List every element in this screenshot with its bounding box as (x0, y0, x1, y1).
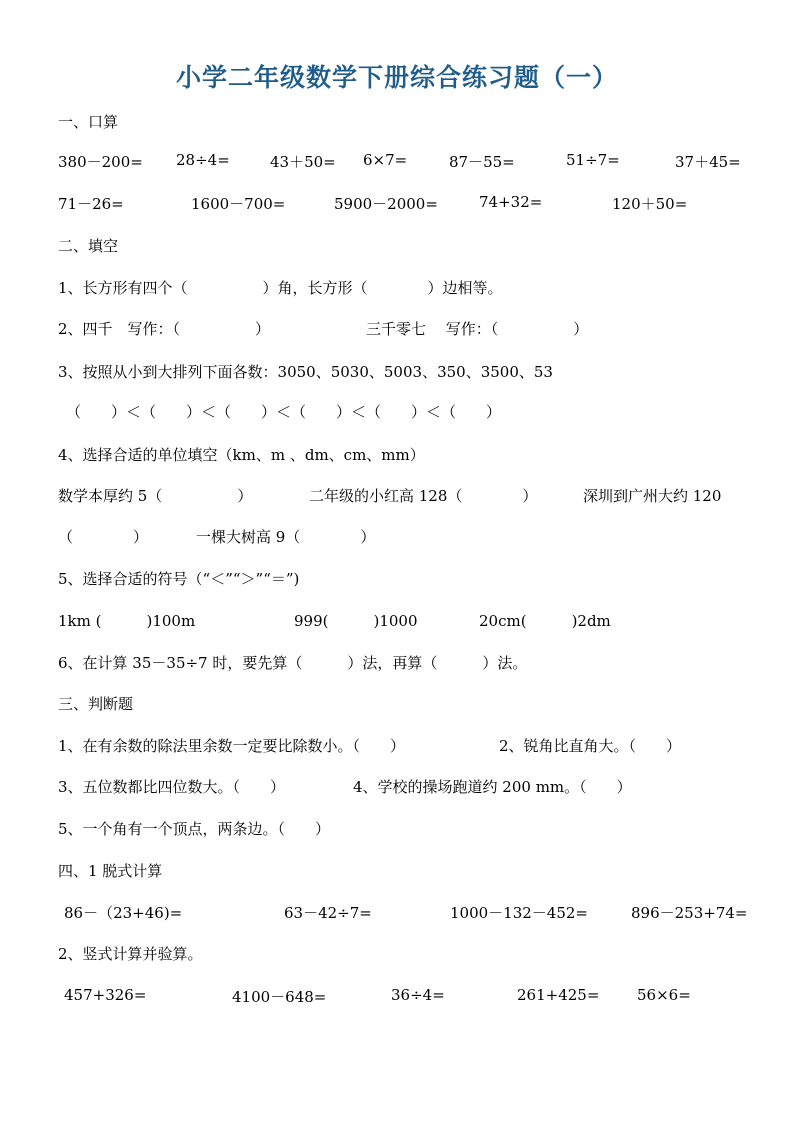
question-text: 20cm( )2dm (479, 612, 611, 630)
question-text: 4、选择合适的单位填空（km、m 、dm、cm、mm） (58, 446, 425, 464)
step-calc-row (0, 902, 794, 926)
question-text: 2、锐角比直角大。（ ） (499, 737, 682, 755)
vertical-calc-row (0, 986, 794, 1010)
vertical-calc-heading (0, 943, 794, 967)
question-text: 3、按照从小到大排列下面各数：3050、5030、5003、350、3500、53 (58, 363, 553, 381)
calc-item: 896－253+74= (631, 904, 748, 922)
question-text: 6、在计算 35－35÷7 时，要先算（ ）法，再算（ ）法。 (58, 654, 528, 672)
question-text: 5、一个角有一个顶点，两条边。（ ） (58, 820, 331, 838)
question-text: 一棵大树高 9（ ） (196, 528, 376, 546)
oral-calc-row-2 (0, 193, 794, 217)
oral-calc-item: 87－55= (449, 153, 515, 171)
fill-q3-blanks (0, 401, 794, 425)
section-heading: 一、口算 (58, 113, 119, 131)
section-heading-calc (0, 860, 794, 884)
oral-calc-item: 51÷7= (566, 151, 620, 169)
calc-item: 86－（23+46)= (64, 904, 183, 922)
fill-q3 (0, 361, 794, 385)
fill-q2 (0, 318, 794, 342)
question-text: 二年级的小红高 128（ ） (309, 487, 538, 505)
page-title: 小学二年级数学下册综合练习题（一） (175, 63, 618, 92)
question-text: 1km ( )100m (58, 612, 196, 630)
answer-blank: （ ） (58, 528, 149, 546)
oral-calc-item: 71－26= (58, 195, 124, 213)
fill-q5 (0, 568, 794, 592)
calc-item: 261+425= (517, 986, 600, 1004)
question-text: 数学本厚约 5（ ） (58, 487, 253, 505)
fill-q4-items-1 (0, 485, 794, 509)
judge-row-3 (0, 818, 794, 842)
calc-item: 457+326= (64, 986, 147, 1004)
section-heading-judge (0, 693, 794, 717)
question-text: 5、选择合适的符号（“＜”“＞”“＝”) (58, 570, 300, 588)
fill-q5-items (0, 610, 794, 634)
fill-q4 (0, 444, 794, 468)
question-text: 4、学校的操场跑道约 200 mm。（ ） (353, 778, 632, 796)
question-text: 3、五位数都比四位数大。（ ） (58, 778, 286, 796)
oral-calc-row-1 (0, 151, 794, 175)
fill-q4-items-2 (0, 526, 794, 550)
calc-item: 36÷4= (391, 986, 445, 1004)
question-text: 1、在有余数的除法里余数一定要比除数小。（ ） (58, 737, 406, 755)
question-text: 深圳到广州大约 120 (583, 487, 722, 505)
calc-item: 1000－132－452= (450, 904, 589, 922)
oral-calc-item: 380－200= (58, 153, 143, 171)
question-text: 2、四千 写作：（ ） (58, 320, 271, 338)
oral-calc-item: 28÷4= (176, 151, 230, 169)
section-heading: 四、1 脱式计算 (58, 862, 163, 880)
calc-item: 56×6= (637, 986, 691, 1004)
question-text: 999( )1000 (294, 612, 418, 630)
answer-blanks: （ ）＜（ ）＜（ ）＜（ ）＜（ ）＜（ ） (66, 403, 502, 421)
calc-item: 4100－648= (232, 988, 327, 1006)
sub-heading: 2、竖式计算并验算。 (58, 945, 203, 963)
section-heading-fill-blank (0, 235, 794, 259)
question-text: 1、长方形有四个（ ）角，长方形（ ）边相等。 (58, 279, 503, 297)
oral-calc-item: 6×7= (363, 151, 408, 169)
oral-calc-item: 37＋45= (675, 153, 741, 171)
oral-calc-item: 74+32= (479, 193, 543, 211)
calc-item: 63－42÷7= (284, 904, 372, 922)
fill-q1 (0, 277, 794, 301)
section-heading-oral-calc (0, 111, 794, 135)
question-text: 三千零七 写作：（ ） (366, 320, 589, 338)
fill-q6 (0, 652, 794, 676)
oral-calc-item: 1600－700= (191, 195, 286, 213)
oral-calc-item: 5900－2000= (334, 195, 438, 213)
judge-row-2 (0, 776, 794, 800)
judge-row-1 (0, 735, 794, 759)
section-heading: 三、判断题 (58, 695, 134, 713)
section-heading: 二、填空 (58, 237, 119, 255)
oral-calc-item: 120＋50= (612, 195, 688, 213)
oral-calc-item: 43＋50= (270, 153, 336, 171)
